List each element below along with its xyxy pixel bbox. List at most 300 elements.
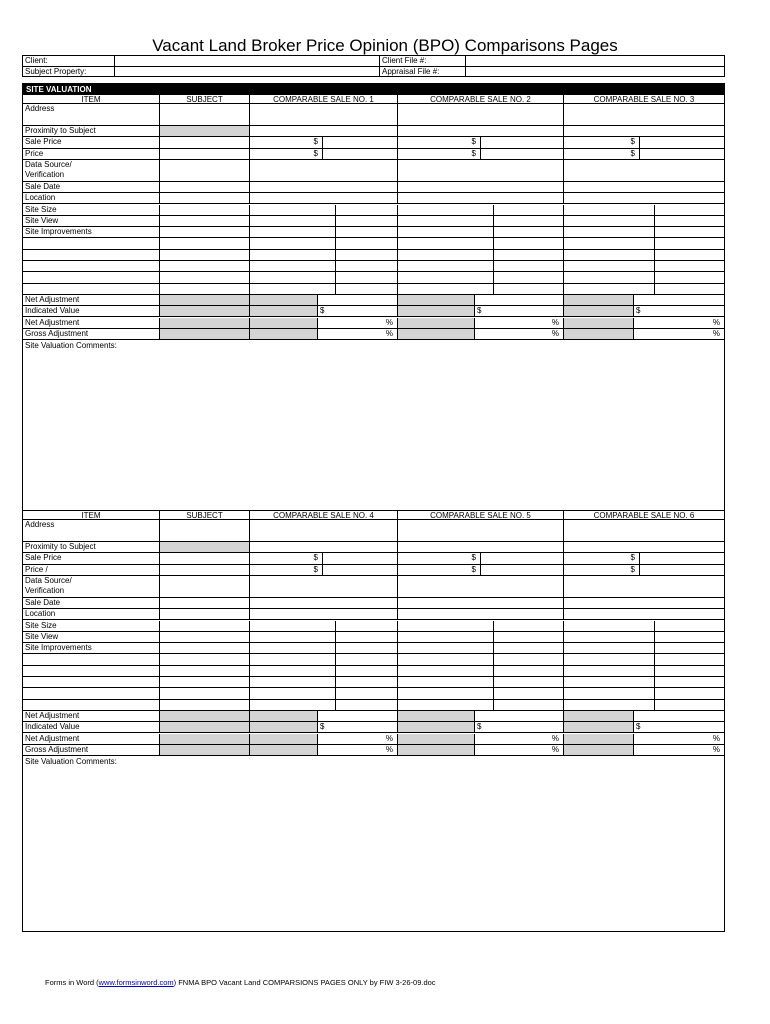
- subject-location-field[interactable]: [160, 609, 250, 620]
- comp-net-adjustment-shaded: [398, 295, 475, 306]
- comp-location-field[interactable]: [564, 609, 724, 620]
- comp-site-view-description[interactable]: [564, 216, 655, 227]
- comp-site-view-description[interactable]: [250, 632, 336, 643]
- comp-indicated-value-field[interactable]: $: [475, 722, 564, 733]
- dollar-sign: $: [564, 565, 640, 576]
- blank-row-label: [23, 654, 160, 665]
- comp-site-size-description[interactable]: [250, 205, 336, 216]
- comp-blank-adjustment[interactable]: [494, 250, 564, 261]
- comp-indicated-value-shaded: [398, 306, 475, 317]
- subject-blank-field[interactable]: [160, 284, 250, 295]
- comp-price-field[interactable]: [323, 149, 398, 160]
- comp-net-adjustment-pct-shaded: [398, 734, 475, 745]
- address-label: Address: [23, 104, 160, 126]
- footer-prefix: Forms in Word (: [45, 978, 99, 987]
- subject-property-field[interactable]: [115, 67, 380, 77]
- comp-site-view-adjustment[interactable]: [494, 632, 564, 643]
- comp-net-adjustment-pct-shaded: [250, 318, 318, 329]
- comp-blank-description[interactable]: [564, 654, 655, 665]
- col-subject-header: SUBJECT: [160, 511, 250, 520]
- comp-price-field[interactable]: [323, 565, 398, 576]
- location-label: Location: [23, 609, 160, 620]
- comp-blank-adjustment[interactable]: [494, 688, 564, 699]
- comp-blank-description[interactable]: [398, 677, 494, 688]
- subject-gross-adjustment-shaded: [160, 745, 250, 756]
- dollar-sign: $: [250, 149, 323, 160]
- subject-blank-field[interactable]: [160, 666, 250, 677]
- comp-address-field[interactable]: [398, 104, 564, 126]
- comp-sale-price-field[interactable]: [323, 553, 398, 564]
- comp-data-source-field[interactable]: [398, 160, 564, 182]
- site-view-label: Site View: [23, 216, 160, 227]
- comp-gross-adjustment-shaded: [250, 745, 318, 756]
- comp-blank-adjustment[interactable]: [655, 272, 724, 283]
- appraisal-file-label: Appraisal File #:: [380, 67, 466, 77]
- comp-data-source-field[interactable]: [250, 576, 398, 598]
- comp-blank-adjustment[interactable]: [336, 666, 398, 677]
- comp-blank-adjustment[interactable]: [655, 250, 724, 261]
- comp-blank-adjustment[interactable]: [336, 250, 398, 261]
- dollar-sign: $: [564, 137, 640, 148]
- subject-blank-field[interactable]: [160, 700, 250, 711]
- col-item-header: ITEM: [23, 95, 160, 104]
- comp-data-source-field[interactable]: [564, 160, 724, 182]
- comp-site-size-adjustment[interactable]: [336, 205, 398, 216]
- comp-net-adjustment-shaded: [564, 711, 634, 722]
- gross-adjustment-label: Gross Adjustment: [23, 745, 160, 756]
- site-valuation-comments-area[interactable]: [23, 767, 724, 917]
- comp-blank-description[interactable]: [564, 284, 655, 295]
- comp-blank-description[interactable]: [250, 688, 336, 699]
- comp-indicated-value-shaded: [564, 306, 634, 317]
- comp-blank-description[interactable]: [250, 284, 336, 295]
- comp-blank-description[interactable]: [250, 677, 336, 688]
- comp-price-field[interactable]: [481, 149, 564, 160]
- comp-gross-adjustment-field[interactable]: %: [475, 745, 564, 756]
- subject-address-field[interactable]: [160, 520, 250, 542]
- comp-data-source-field[interactable]: [250, 160, 398, 182]
- comp-blank-adjustment[interactable]: [655, 261, 724, 272]
- comp-blank-adjustment[interactable]: [336, 677, 398, 688]
- gross-adjustment-label: Gross Adjustment: [23, 329, 160, 340]
- client-label: Client:: [23, 56, 115, 67]
- comp-blank-adjustment[interactable]: [494, 261, 564, 272]
- comp-net-adjustment-pct-field[interactable]: %: [475, 734, 564, 745]
- comp-price-field[interactable]: [481, 565, 564, 576]
- comp-site-size-adjustment[interactable]: [494, 205, 564, 216]
- comp-blank-adjustment[interactable]: [655, 284, 724, 295]
- footer-suffix: ) FNMA BPO Vacant Land COMPARSIONS PAGES ONLY by FIW 3-26-09.doc: [173, 978, 436, 987]
- comp-net-adjustment-shaded: [250, 711, 318, 722]
- comp-site-improvements-adjustment[interactable]: [494, 643, 564, 654]
- comp-site-view-adjustment[interactable]: [655, 632, 724, 643]
- sale-date-label: Sale Date: [23, 182, 160, 193]
- comp-site-size-adjustment[interactable]: [494, 621, 564, 632]
- blank-row-label: [23, 666, 160, 677]
- subject-data-source-field[interactable]: [160, 160, 250, 182]
- subject-site-size-field[interactable]: [160, 205, 250, 216]
- comp-blank-adjustment[interactable]: [336, 238, 398, 249]
- comp-site-view-adjustment[interactable]: [655, 216, 724, 227]
- comp-address-field[interactable]: [398, 520, 564, 542]
- comp-blank-description[interactable]: [564, 677, 655, 688]
- comp-address-field[interactable]: [564, 520, 724, 542]
- comp-blank-adjustment[interactable]: [494, 654, 564, 665]
- data-source-label: [23, 576, 160, 598]
- site-size-label: Site Size: [23, 205, 160, 216]
- comp-blank-adjustment[interactable]: [655, 654, 724, 665]
- comp-net-adjustment-field[interactable]: [634, 295, 724, 306]
- comp-sale-date-field[interactable]: [564, 182, 724, 193]
- comp-site-size-description[interactable]: [398, 205, 494, 216]
- page-title: Vacant Land Broker Price Opinion (BPO) Comparisons Pages: [152, 36, 618, 55]
- comp-site-size-adjustment[interactable]: [655, 621, 724, 632]
- price-label: Price /: [23, 565, 160, 576]
- subject-site-improvements-field[interactable]: [160, 227, 250, 238]
- comp-site-view-adjustment[interactable]: [336, 216, 398, 227]
- comp-gross-adjustment-shaded: [398, 329, 475, 340]
- comp-proximity-field[interactable]: [398, 126, 564, 137]
- comp-blank-adjustment[interactable]: [494, 238, 564, 249]
- subject-blank-field[interactable]: [160, 654, 250, 665]
- subject-sale-date-field[interactable]: [160, 598, 250, 609]
- dollar-sign: $: [398, 553, 481, 564]
- comp-blank-adjustment[interactable]: [494, 272, 564, 283]
- comp-indicated-value-shaded: [250, 722, 318, 733]
- comp-proximity-field[interactable]: [250, 126, 398, 137]
- subject-net-adjustment-pct-shaded: [160, 734, 250, 745]
- comp-blank-description[interactable]: [564, 261, 655, 272]
- comp-site-view-adjustment[interactable]: [336, 632, 398, 643]
- subject-sale-date-field[interactable]: [160, 182, 250, 193]
- subject-site-improvements-field[interactable]: [160, 643, 250, 654]
- verification-line: Verification: [25, 169, 65, 179]
- subject-property-label: Subject Property:: [23, 67, 115, 77]
- comp-gross-adjustment-shaded: [564, 745, 634, 756]
- subject-blank-field[interactable]: [160, 272, 250, 283]
- subject-net-adjustment-shaded: [160, 711, 250, 722]
- comp-blank-description[interactable]: [398, 250, 494, 261]
- comp-site-improvements-description[interactable]: [564, 643, 655, 654]
- sale-price-label: Sale Price: [23, 137, 160, 148]
- comp-address-field[interactable]: [250, 104, 398, 126]
- data-source-line: Data Source/: [25, 159, 72, 169]
- blank-row-label: [23, 272, 160, 283]
- comp-site-size-adjustment[interactable]: [336, 621, 398, 632]
- comp-net-adjustment-field[interactable]: [318, 295, 398, 306]
- comp-site-size-description[interactable]: [250, 621, 336, 632]
- comp-net-adjustment-pct-shaded: [250, 734, 318, 745]
- comp-site-improvements-adjustment[interactable]: [494, 227, 564, 238]
- comp-blank-description[interactable]: [250, 654, 336, 665]
- subject-site-size-field[interactable]: [160, 621, 250, 632]
- net-adjustment-label: Net Adjustment: [23, 295, 160, 306]
- comp-blank-description[interactable]: [398, 666, 494, 677]
- dollar-sign: $: [398, 137, 481, 148]
- comp-proximity-field[interactable]: [564, 126, 724, 137]
- comp-location-field[interactable]: [398, 609, 564, 620]
- comp-location-field[interactable]: [250, 609, 398, 620]
- col-comp-header: COMPARABLE SALE NO. 6: [564, 511, 724, 520]
- subject-price-field[interactable]: [160, 565, 250, 576]
- sale-date-label: Sale Date: [23, 598, 160, 609]
- site-improvements-label: Site Improvements: [23, 643, 160, 654]
- blank-row-label: [23, 238, 160, 249]
- comp-blank-adjustment[interactable]: [655, 700, 724, 711]
- comp-net-adjustment-shaded: [564, 295, 634, 306]
- sale-price-label: Sale Price: [23, 553, 160, 564]
- site-size-label: Site Size: [23, 621, 160, 632]
- comp-net-adjustment-shaded: [398, 711, 475, 722]
- comp-net-adjustment-pct-field[interactable]: %: [634, 734, 724, 745]
- comp-site-improvements-description[interactable]: [250, 227, 336, 238]
- client-field[interactable]: [115, 56, 380, 67]
- comp-indicated-value-shaded: [250, 306, 318, 317]
- comp-net-adjustment-pct-field[interactable]: %: [318, 734, 398, 745]
- subject-blank-field[interactable]: [160, 250, 250, 261]
- comp-blank-description[interactable]: [564, 688, 655, 699]
- comp-site-view-description[interactable]: [398, 216, 494, 227]
- col-comp-header: COMPARABLE SALE NO. 1: [250, 95, 398, 104]
- comp-net-adjustment-field[interactable]: [634, 711, 724, 722]
- comp-price-field[interactable]: [640, 565, 724, 576]
- comp-site-improvements-description[interactable]: [398, 643, 494, 654]
- subject-address-field[interactable]: [160, 104, 250, 126]
- comp-net-adjustment-pct-field[interactable]: %: [475, 318, 564, 329]
- net-adjustment-label: Net Adjustment: [23, 711, 160, 722]
- proximity-label: Proximity to Subject: [23, 126, 160, 137]
- comp-blank-adjustment[interactable]: [494, 284, 564, 295]
- comp-site-view-adjustment[interactable]: [494, 216, 564, 227]
- comp-net-adjustment-pct-shaded: [398, 318, 475, 329]
- col-comp-header: COMPARABLE SALE NO. 3: [564, 95, 724, 104]
- comp-indicated-value-field[interactable]: $: [475, 306, 564, 317]
- comp-sale-price-field[interactable]: [640, 137, 724, 148]
- comp-site-improvements-adjustment[interactable]: [655, 227, 724, 238]
- comp-blank-description[interactable]: [250, 238, 336, 249]
- col-comp-header: COMPARABLE SALE NO. 4: [250, 511, 398, 520]
- blank-row-label: [23, 700, 160, 711]
- comp-blank-description[interactable]: [250, 666, 336, 677]
- comp-gross-adjustment-field[interactable]: %: [634, 745, 724, 756]
- comp-blank-adjustment[interactable]: [336, 700, 398, 711]
- comp-net-adjustment-pct-field[interactable]: %: [318, 318, 398, 329]
- net-adjustment-pct-label: Net Adjustment: [23, 734, 160, 745]
- price-label: Price: [23, 149, 160, 160]
- comp-net-adjustment-pct-field[interactable]: %: [634, 318, 724, 329]
- comp-sale-date-field[interactable]: [398, 598, 564, 609]
- comp-data-source-field[interactable]: [398, 576, 564, 598]
- comp-location-field[interactable]: [564, 193, 724, 204]
- comp-blank-description[interactable]: [398, 688, 494, 699]
- dollar-sign: $: [398, 565, 481, 576]
- comp-blank-description[interactable]: [564, 666, 655, 677]
- comp-net-adjustment-pct-shaded: [564, 318, 634, 329]
- comp-blank-adjustment[interactable]: [655, 666, 724, 677]
- section-title: SITE VALUATION: [23, 84, 724, 95]
- subject-net-adjustment-pct-shaded: [160, 318, 250, 329]
- client-file-label: Client File #:: [380, 56, 466, 67]
- footer: [45, 978, 436, 987]
- comp-blank-description[interactable]: [398, 284, 494, 295]
- comp-blank-description[interactable]: [564, 238, 655, 249]
- comp-sale-price-field[interactable]: [323, 137, 398, 148]
- comp-sale-date-field[interactable]: [250, 598, 398, 609]
- comp-blank-adjustment[interactable]: [336, 688, 398, 699]
- location-label: Location: [23, 193, 160, 204]
- comp-proximity-field[interactable]: [564, 542, 724, 553]
- dollar-sign: $: [564, 149, 640, 160]
- comp-blank-adjustment[interactable]: [494, 666, 564, 677]
- comp-blank-description[interactable]: [250, 261, 336, 272]
- proximity-label: Proximity to Subject: [23, 542, 160, 553]
- site-valuation-comments-label: Site Valuation Comments:: [25, 341, 117, 351]
- verification-line: Verification: [25, 585, 65, 595]
- subject-blank-field[interactable]: [160, 238, 250, 249]
- comp-net-adjustment-field[interactable]: [318, 711, 398, 722]
- indicated-value-label: Indicated Value: [23, 306, 160, 317]
- comp-address-field[interactable]: [564, 104, 724, 126]
- subject-price-field[interactable]: [160, 149, 250, 160]
- col-comp-header: COMPARABLE SALE NO. 5: [398, 511, 564, 520]
- comp-blank-description[interactable]: [564, 700, 655, 711]
- comp-gross-adjustment-field[interactable]: %: [318, 745, 398, 756]
- subject-blank-field[interactable]: [160, 677, 250, 688]
- subject-net-adjustment-shaded: [160, 295, 250, 306]
- comp-blank-description[interactable]: [250, 700, 336, 711]
- dollar-sign: $: [564, 553, 640, 564]
- comp-site-improvements-adjustment[interactable]: [336, 643, 398, 654]
- comp-site-improvements-adjustment[interactable]: [655, 643, 724, 654]
- subject-location-field[interactable]: [160, 193, 250, 204]
- subject-proximity-shaded: [160, 542, 250, 553]
- comp-indicated-value-field[interactable]: $: [318, 722, 398, 733]
- comp-site-improvements-description[interactable]: [250, 643, 336, 654]
- comp-gross-adjustment-field[interactable]: %: [318, 329, 398, 340]
- comp-data-source-field[interactable]: [564, 576, 724, 598]
- comp-blank-description[interactable]: [398, 654, 494, 665]
- comp-sale-date-field[interactable]: [564, 598, 724, 609]
- site-improvements-label: Site Improvements: [23, 227, 160, 238]
- subject-blank-field[interactable]: [160, 261, 250, 272]
- dollar-sign: $: [250, 553, 323, 564]
- comp-indicated-value-shaded: [564, 722, 634, 733]
- comp-site-view-description[interactable]: [250, 216, 336, 227]
- comp-price-field[interactable]: [640, 149, 724, 160]
- comp-net-adjustment-field[interactable]: [475, 711, 564, 722]
- comp-blank-description[interactable]: [398, 261, 494, 272]
- dollar-sign: $: [250, 137, 323, 148]
- comp-indicated-value-field[interactable]: $: [634, 722, 724, 733]
- comp-blank-description[interactable]: [250, 272, 336, 283]
- comp-site-improvements-adjustment[interactable]: [336, 227, 398, 238]
- data-source-label: [23, 160, 160, 182]
- comp-blank-description[interactable]: [398, 272, 494, 283]
- data-source-line: Data Source/: [25, 575, 72, 585]
- comp-net-adjustment-shaded: [250, 295, 318, 306]
- comp-blank-adjustment[interactable]: [336, 272, 398, 283]
- comp-indicated-value-field[interactable]: $: [318, 306, 398, 317]
- comp-gross-adjustment-shaded: [564, 329, 634, 340]
- comp-gross-adjustment-shaded: [398, 745, 475, 756]
- comp-address-field[interactable]: [250, 520, 398, 542]
- comp-blank-adjustment[interactable]: [655, 238, 724, 249]
- comp-site-view-description[interactable]: [398, 632, 494, 643]
- col-item-header: ITEM: [23, 511, 160, 520]
- col-comp-header: COMPARABLE SALE NO. 2: [398, 95, 564, 104]
- blank-row-label: [23, 261, 160, 272]
- site-valuation-comments-area[interactable]: [23, 351, 724, 501]
- comp-net-adjustment-field[interactable]: [475, 295, 564, 306]
- comp-site-view-description[interactable]: [564, 632, 655, 643]
- subject-proximity-shaded: [160, 126, 250, 137]
- appraisal-file-field[interactable]: [466, 67, 724, 77]
- blank-row-label: [23, 688, 160, 699]
- comp-gross-adjustment-field[interactable]: %: [634, 329, 724, 340]
- comp-blank-adjustment[interactable]: [655, 688, 724, 699]
- comp-location-field[interactable]: [250, 193, 398, 204]
- comp-sale-date-field[interactable]: [250, 182, 398, 193]
- comp-blank-description[interactable]: [564, 250, 655, 261]
- comp-blank-description[interactable]: [398, 700, 494, 711]
- comp-gross-adjustment-shaded: [250, 329, 318, 340]
- comp-blank-adjustment[interactable]: [494, 677, 564, 688]
- comp-sale-price-field[interactable]: [640, 553, 724, 564]
- client-file-field[interactable]: [466, 56, 724, 67]
- comp-blank-adjustment[interactable]: [336, 261, 398, 272]
- comp-blank-description[interactable]: [398, 238, 494, 249]
- comp-net-adjustment-pct-shaded: [564, 734, 634, 745]
- comp-indicated-value-field[interactable]: $: [634, 306, 724, 317]
- comp-site-size-description[interactable]: [564, 205, 655, 216]
- footer-link[interactable]: www.formsinword.com: [98, 978, 174, 987]
- comp-site-size-description[interactable]: [398, 621, 494, 632]
- comp-location-field[interactable]: [398, 193, 564, 204]
- comp-blank-description[interactable]: [564, 272, 655, 283]
- comp-blank-adjustment[interactable]: [336, 284, 398, 295]
- comp-gross-adjustment-field[interactable]: %: [475, 329, 564, 340]
- comp-site-improvements-description[interactable]: [564, 227, 655, 238]
- comp-indicated-value-shaded: [398, 722, 475, 733]
- site-valuation-section-1: [22, 83, 725, 511]
- dollar-sign: $: [398, 149, 481, 160]
- subject-sale-price-field[interactable]: [160, 137, 250, 148]
- comp-proximity-field[interactable]: [398, 542, 564, 553]
- subject-blank-field[interactable]: [160, 688, 250, 699]
- site-view-label: Site View: [23, 632, 160, 643]
- subject-site-view-field[interactable]: [160, 216, 250, 227]
- comp-proximity-field[interactable]: [250, 542, 398, 553]
- col-subject-header: SUBJECT: [160, 95, 250, 104]
- blank-row-label: [23, 284, 160, 295]
- comp-blank-adjustment[interactable]: [655, 677, 724, 688]
- net-adjustment-pct-label: Net Adjustment: [23, 318, 160, 329]
- comp-sale-price-field[interactable]: [481, 553, 564, 564]
- comp-sale-price-field[interactable]: [481, 137, 564, 148]
- comp-site-size-adjustment[interactable]: [655, 205, 724, 216]
- comp-site-size-description[interactable]: [564, 621, 655, 632]
- indicated-value-label: Indicated Value: [23, 722, 160, 733]
- comp-sale-date-field[interactable]: [398, 182, 564, 193]
- comp-blank-description[interactable]: [250, 250, 336, 261]
- subject-site-view-field[interactable]: [160, 632, 250, 643]
- blank-row-label: [23, 677, 160, 688]
- comp-site-improvements-description[interactable]: [398, 227, 494, 238]
- comp-blank-adjustment[interactable]: [336, 654, 398, 665]
- subject-sale-price-field[interactable]: [160, 553, 250, 564]
- comp-blank-adjustment[interactable]: [494, 700, 564, 711]
- subject-data-source-field[interactable]: [160, 576, 250, 598]
